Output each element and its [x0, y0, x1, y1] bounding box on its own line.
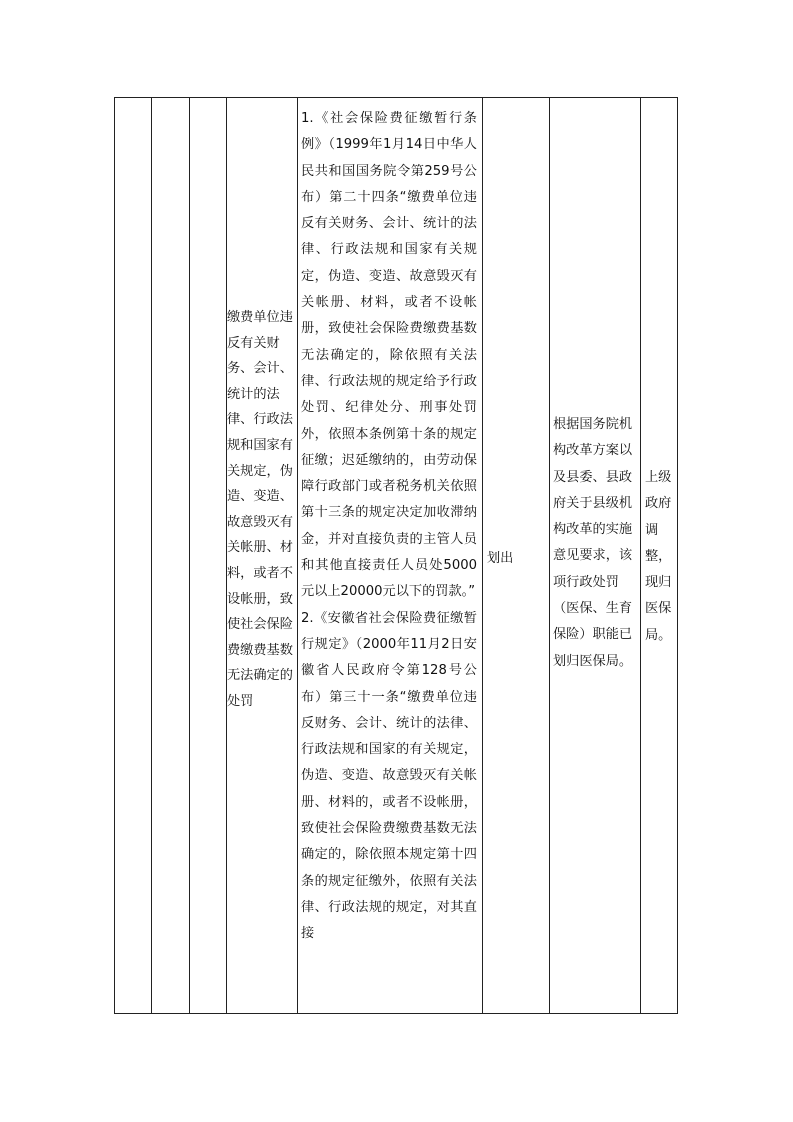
legal-basis-cell: [301, 106, 477, 948]
item-name-cell: 缴费单位违反有关财务、会计、统计的法律、行政法规和国家有关规定，伪造、变造、故意毁灭有关帐册、材料，或者不设帐册，致使社会保险费缴费基数无法确定的处罚: [227, 310, 293, 709]
adjustment-reason-cell: 根据国务院机构改革方案以及县委、县政府关于县级机构改革的实施意见要求，该项行政处罚（医保、生育保险）职能已划归医保局。: [553, 417, 633, 669]
column-divider: [549, 98, 550, 1013]
remark-cell: 上级政府调整，现归医保局。: [645, 470, 672, 643]
column-divider: [482, 98, 483, 1013]
column-divider: [189, 98, 190, 1013]
column-divider: [640, 98, 641, 1013]
adjustment-type-cell: 划出: [487, 551, 514, 566]
legal-basis-2: 2.《安徽省社会保险费征缴暂行规定》（2000年11月2日安徽省人民政府令第128号公布）第三十一条“缴费单位违反财务、会计、统计的法律、行政法规和国家的有关规定，伪造、变造、故意毁灭有关帐册、材料的，或者不设帐册，致使社会保险费缴费基数无法确定的，除依照本规定第十四条的规定征缴外，依照有关法律、行政法规的规定，对其直接: [301, 610, 477, 942]
column-divider: [151, 98, 152, 1013]
legal-basis-1: 1.《社会保险费征缴暂行条例》（1999年1月14日中华人民共和国国务院令第259号公布）第二十四条“缴费单位违反有关财务、会计、统计的法律、行政法规和国家有关规定，伪造、变造、故意毁灭有关帐册、材料，或者不设帐册，致使社会保险费缴费基数无法确定的，除依照有关法律、行政法规的规定给予行政处罚、纪律处分、刑事处罚外，依照本条例第十条的规定征缴；迟延缴纳的，由劳动保障行政部门或者税务机关依照第十三条的规定决定加收滞纳金，并对直接负责的主管人员和其他直接责任人员处5000元以上20000元以下的罚款。”: [301, 111, 477, 600]
column-divider: [297, 98, 298, 1013]
